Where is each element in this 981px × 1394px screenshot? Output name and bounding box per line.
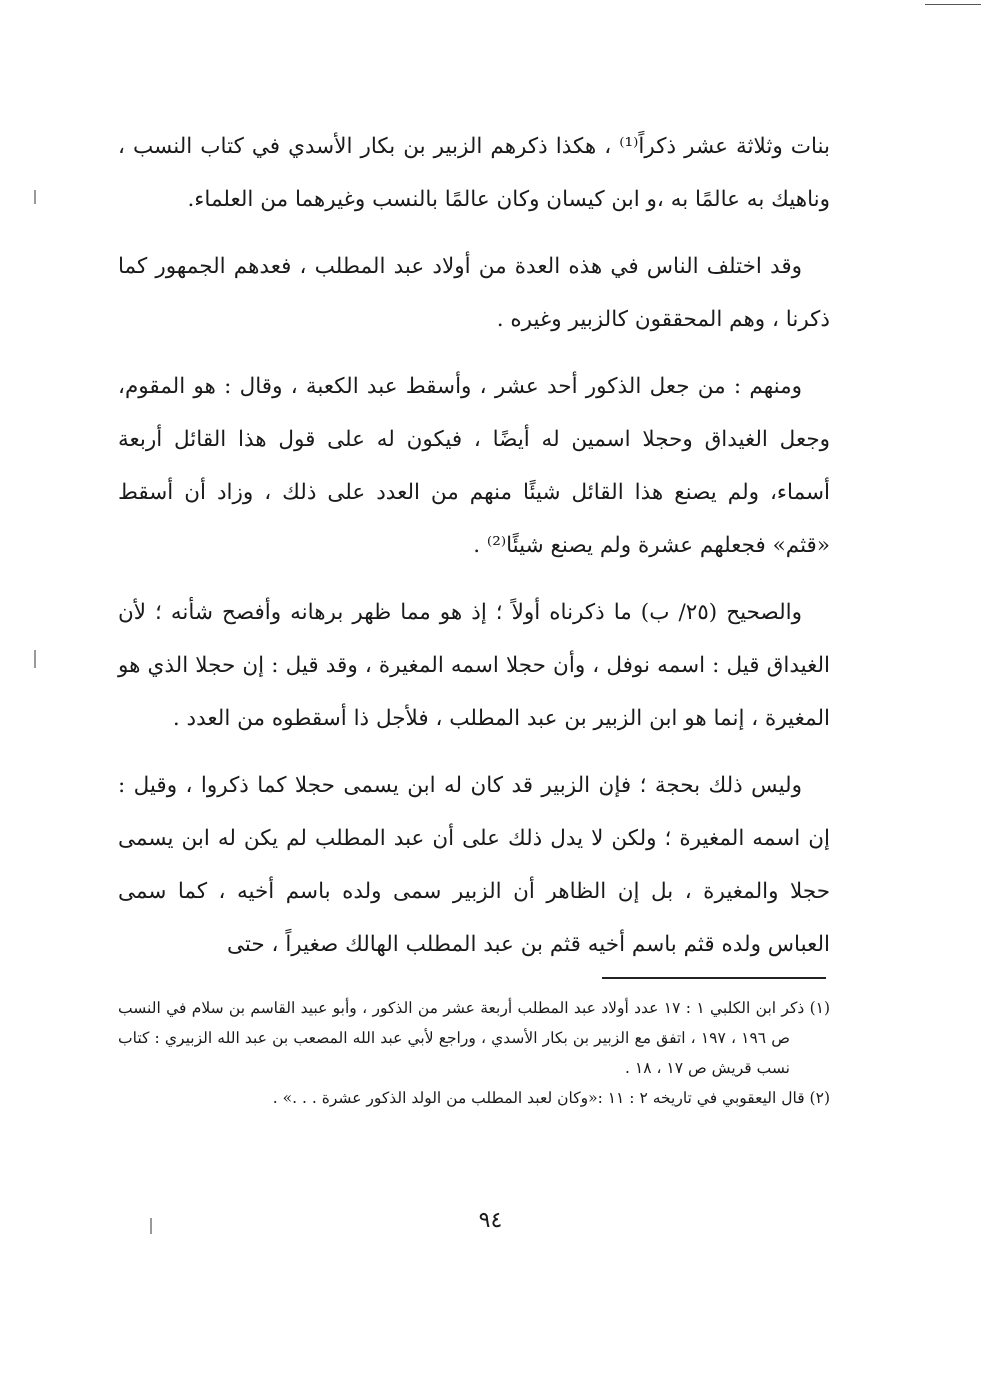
paragraph: والصحيح (٢٥/ ب) ما ذكرناه أولاً ؛ إذ هو مما ظهر برهانه وأفصح شأنه ؛ لأن الغيداق قيل : اسمه نوفل ، وأن حجلا اسمه المغيرة ، وقد قيل : إن حجلا الذي هو المغيرة ، إنما هو ابن الزبير بن عبد المطلب ، فلأجل ذا أسقطوه من العدد . bbox=[118, 600, 830, 731]
paragraph: وليس ذلك بحجة ؛ فإن الزبير قد كان له ابن يسمى حجلا كما ذكروا ، وقيل : إن اسمه المغيرة ؛ ولكن لا يدل ذلك على أن عبد المطلب لم يكن له ابن يسمى حجلا والمغيرة ، بل إن الظاهر أن الزبير سمى ولده باسم أخيه ، كما سمى العباس ولده قثم باسم أخيه قثم بن عبد المطلب الهالك صغيراً ، حتى bbox=[118, 773, 830, 957]
main-text bbox=[118, 120, 830, 985]
scan-artifact bbox=[34, 190, 36, 204]
scan-artifact bbox=[34, 650, 36, 668]
scan-edge-rule bbox=[925, 4, 981, 5]
footnotes bbox=[118, 993, 830, 1113]
page-number: ٩٤ bbox=[478, 1208, 503, 1233]
footnote-separator bbox=[602, 977, 826, 979]
paragraph: بنات وثلاثة عشر ذكراً⁽¹⁾ ، هكذا ذكرهم الزبير بن بكار الأسدي في كتاب النسب ، وناهيك به عالمًا به ،و ابن كيسان وكان عالمًا بالنسب وغيرهما من العلماء. bbox=[118, 134, 830, 212]
footnote: (١) ذكر ابن الكلبي ١ : ١٧ عدد أولاد عبد المطلب أربعة عشر من الذكور ، وأبو عبيد القاسم بن سلام في النسب ص ١٩٦ ، ١٩٧ ، اتفق مع الزبير بن بكار الأسدي ، وراجع لأبي عبد الله المصعب بن عبد الله الزبيري : كتاب نسب قريش ص ١٧ ، ١٨ . bbox=[118, 999, 831, 1077]
paragraph: وقد اختلف الناس في هذه العدة من أولاد عبد المطلب ، فعدهم الجمهور كما ذكرنا ، وهم المحققون كالزبير وغيره . bbox=[118, 254, 830, 332]
footnote: (٢) قال اليعقوبي في تاريخه ٢ : ١١ :«وكان لعبد المطلب من الولد الذكور عشرة . . .» . bbox=[272, 1089, 830, 1107]
paragraph: ومنهم : من جعل الذكور أحد عشر ، وأسقط عبد الكعبة ، وقال : هو المقوم، وجعل الغيداق وحجلا اسمين له أيضًا ، فيكون له على قول هذا القائل أربعة أسماء، ولم يصنع هذا القائل شيئًا منهم من العدد على ذلك ، وزاد أن أسقط «قثم» فجعلهم عشرة ولم يصنع شيئًا⁽²⁾ . bbox=[118, 374, 830, 558]
